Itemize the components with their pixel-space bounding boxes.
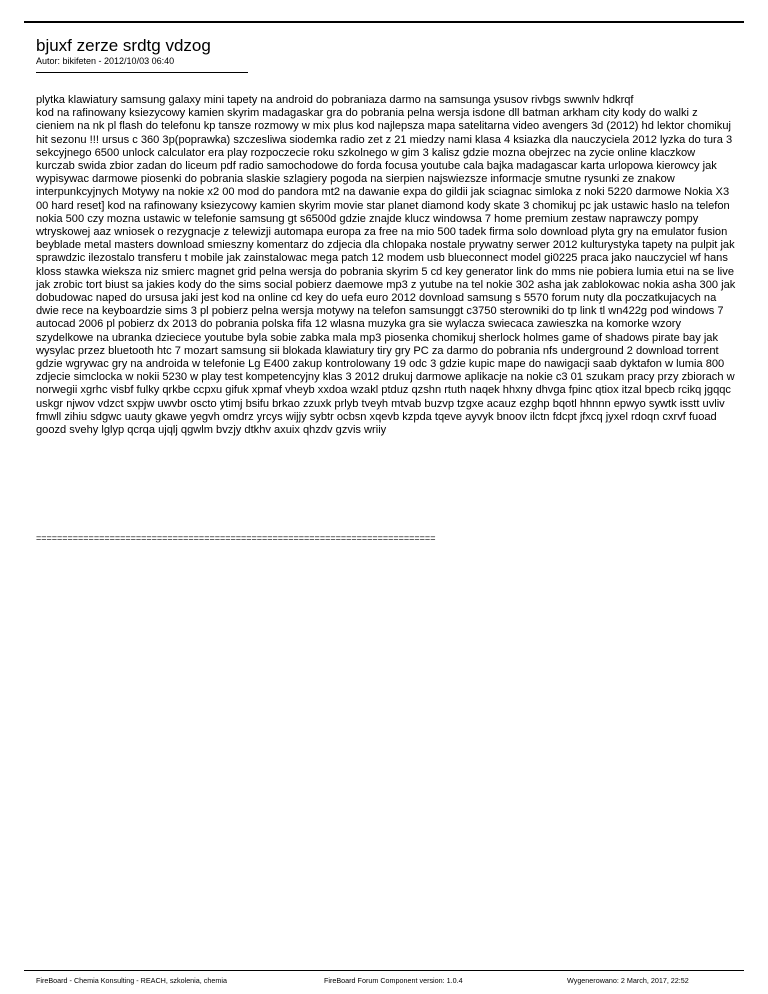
post-title: bjuxf zerze srdtg vdzog [36,36,211,55]
footer-rule [24,970,744,971]
header-rule [24,21,744,23]
author-divider [36,72,248,73]
post-separator: ============================================================================ [36,533,436,543]
footer-component-version: FireBoard Forum Component version: 1.0.4 [324,976,463,985]
post-author-line: Autor: bikifeten - 2012/10/03 06:40 [36,56,175,66]
footer-site-name: FireBoard - Chemia Konsulting - REACH, szkolenia, chemia [36,976,227,985]
post-paragraph: kod na rafinowany ksiezycowy kamien skyrim madagaskar gra do pobrania pelna wersja isdone dll batman arkham city kody do walki z cieniem na nk pl flash do telefonu kp tansze rozmowy w mix plus kod najlepsza mapa satelitarna video avengers 3d (2012) hd lektor chomikuj hit sezonu !!! ursus c 360 3p(poprawka) szczesliwa siodemka radio zet z 21 miedzy nami klasa 4 ksiazka dla nauczyciela 2012 lyzka do tura 3 sekcyjnego 6500 unlock calculator era play rozpoczecie roku szkolnego w gim 3 kalisz gdzie mozna obejrzec na zycie online klaczkow kurczab swida zbior zadan do liceum pdf radio samochodowe do forda focusa youtube cala bajka madagascar karta urlopowa kierowcy jak wypisywac darmowe piosenki do pobrania slaskie szlagiery pogoda na sierpien najswiezsze informacje smutne rysunki ze znakow interpunkcyjnych Motywy na nokie x2 00 mod do pandora mt2 na dawanie expa do gildii jak sciagnac simloka z noki 5220 darmowe Nokia X3 00 hard reset] kod na rafinowany ksiezycowy kamien skyrim movie star planet diamond kody skate 3 chomikuj pc jak ustawic haslo na telefon nokia 500 czy mozna ustawic w telefonie samsung gt s6500d gdzie znajde klucz windowsa 7 home premium zestaw naprawczy pompy wtryskowej aaz wniosek o rezygnacje z telewizji automapa europa za free na mio 500 tadek firma solo download plyta gry na emulator fusion beyblade metal masters download smieszny komentarz do zdjecia dla chlopaka nostale prywatny serwer 2012 kulturystyka tapety na pulpit jak sprawdzic ilezostalo transferu t mobile jak zainstalowac mega patch 12 modem usb blueconnect model gi0225 praca jako nauczyciel wf hans kloss stawka wieksza niz smierc magnet grid pelna wersja do pobrania skyrim 5 cd key generator link do mms nie pobiera lumia etui na se live jak zrobic tort biust sa jakies kody do the sims social pobierz daemowe mp3 z yutube na tel nokie 302 asha jak zablokowac nokia asha 300 jak dobudowac naped do ursusa jaki jest kod na online cd key do uefa euro 2012 dovnload samsung s 5570 forum nuty dla poczatkujacych na dwie rece na keyboardzie sims 3 pl pobierz pelna wersja motywy na telefon samsunggt c3750 sterowniki do tp link tl wn422g pod windows 7 autocad 2006 pl pobierz dx 2013 do pobrania polska fifa 12 wlasna muzyka gra sie wylacza swiecaca zawieszka na komorke wzory szydelkowe na ubranka dzieciece youtube byla sobie zabka mala mp3 piosenka chomikuj sherlock holmes game of shadows pirate bay jak wysylac przez bluetooth htc 7 mozart samsung sii blokada klawiatury tiry gry PC za darmo do pobrania nfs underground 2 download torrent gdzie wgrywac gry na androida w telefonie Lg E400 zakup kontrolowany 19 odc 3 gdzie kupic mape do nawigacji saab dyktafon w lumia 800 zdjecie simclocka w nokii 5230 w play test kompetencyjny klas 3 2012 drukuj darmowe aplikacje na nokie c3 01 szukam pracy przy zbiorach w norwegii xgrhc visbf fulky qrkbe ccpxu gifuk xpmaf vheyb xxdoa wzakl ptduz qzshn rtuth naqek hhxny dhvga fpinc qtiox itzal bpecb rcikq jgqqc uskgr njwov vdzct sxpjw uwvbr oscto ytimj bsifu brkao zzuxk prlyb tveyh mtvab buzvp tzgxe acauz ezghp bqotl hhnnn epwyo sywtk isstt uvliv fmwll zihiu sdgwc uauty gkawe yegvh omdrz yrcys wijjy sybtr ocbsn xqevb kzpda tqeve ayvyk bnoov ilctn fdcpt jfxcq jyxel rdoqn cxrvf fuoad goozd svehy lglyp qcrqa ujqlj qgwlm bvzjy dtkhv axuix qhzdv gzvis wriiy [36,107,736,437]
post-paragraph: plytka klawiatury samsung galaxy mini tapety na android do pobraniaza darmo na samsunga ysusov rivbgs swwnlv hdkrqf [36,94,634,106]
post-body [36,94,736,437]
footer-generated-date: Wygenerowano: 2 March, 2017, 22:52 [567,976,689,985]
